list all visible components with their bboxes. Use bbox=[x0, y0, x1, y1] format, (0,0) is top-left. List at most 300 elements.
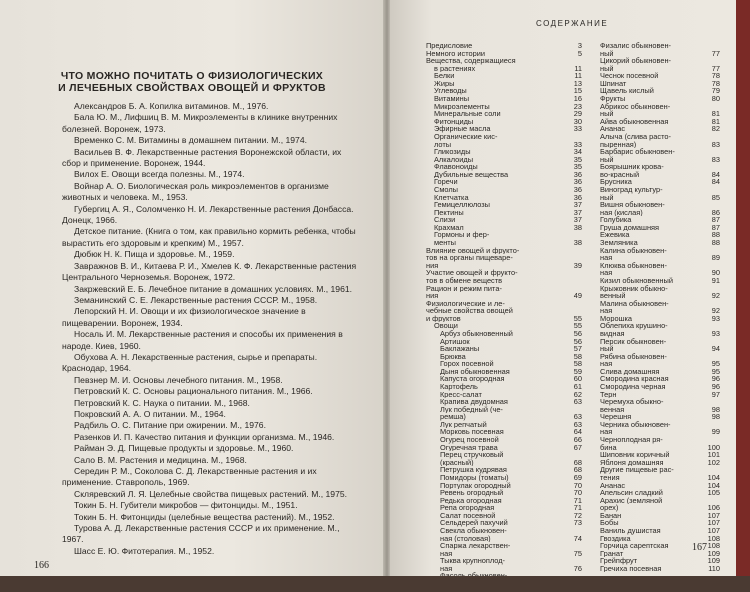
toc-entry bbox=[600, 519, 720, 527]
toc-entry-title: Банан bbox=[600, 511, 622, 520]
toc-entry-title: Физиологические и ле- bbox=[426, 299, 505, 308]
toc-entry-title: Баклажаны bbox=[440, 345, 480, 353]
reference-item: Губергиц А. Я., Соломченко Н. И. Лекарственные растения Донбасса. Донецк, 1966. bbox=[62, 203, 354, 226]
toc-entry-page bbox=[564, 277, 582, 285]
toc-entry-title: Апельсин сладкий bbox=[600, 489, 663, 497]
toc-entry-page: 64 bbox=[573, 427, 582, 437]
toc-entry bbox=[426, 50, 582, 58]
reference-item: Разенков И. П. Качество питания и функции организма. М., 1946. bbox=[74, 431, 335, 442]
toc-entry bbox=[600, 360, 720, 368]
toc-entry bbox=[600, 322, 720, 330]
toc-entry bbox=[426, 141, 582, 149]
toc-entry bbox=[426, 315, 582, 323]
toc-entry-page: 63 bbox=[573, 419, 582, 429]
bibliography-title-line-2: И ЛЕЧЕБНЫХ СВОЙСТВАХ ОВОЩЕЙ И ФРУКТОВ bbox=[58, 82, 326, 94]
toc-entry bbox=[426, 95, 582, 103]
toc-entry-title: ная bbox=[600, 269, 613, 277]
toc-entry bbox=[426, 542, 582, 550]
toc-entry bbox=[600, 254, 720, 262]
toc-entry-page: 93 bbox=[711, 328, 720, 338]
toc-entry-title: ный bbox=[600, 155, 614, 164]
toc-entry bbox=[426, 110, 582, 118]
toc-entry bbox=[600, 231, 720, 239]
reference-item: Носаль И. М. Лекарственные растения и способы их применения в народе. Киев, 1960. bbox=[62, 329, 343, 351]
toc-entry bbox=[426, 322, 582, 330]
toc-entry bbox=[600, 178, 720, 186]
toc-entry-title: Арбуз обыкновенный bbox=[440, 329, 513, 338]
toc-entry-page: 76 bbox=[573, 563, 582, 573]
toc-entry bbox=[426, 254, 582, 262]
toc-entry-page: 71 bbox=[573, 495, 582, 505]
toc-entry-title: Арахис (земляной bbox=[600, 496, 663, 505]
toc-entry-title: Сельдерей пахучий bbox=[440, 519, 508, 527]
toc-entry-title: Флавоноиды bbox=[434, 163, 478, 171]
toc-entry bbox=[600, 141, 720, 149]
contents-header: СОДЕРЖАНИЕ bbox=[536, 19, 609, 28]
toc-entry-page: 83 bbox=[711, 139, 720, 149]
reference-item: Скляревский Л. Я. Целебные свойства пищевых растений. М., 1975. bbox=[74, 488, 348, 499]
toc-entry bbox=[426, 482, 582, 490]
toc-entry-page: 84 bbox=[711, 177, 720, 187]
toc-entry bbox=[426, 307, 582, 315]
toc-entry-title: Эфирные масла bbox=[434, 125, 491, 133]
toc-entry-title: Рацион и режим пита- bbox=[426, 284, 502, 293]
toc-entry-title: ная (столовая) bbox=[440, 534, 491, 543]
page-number-right: 167 bbox=[692, 542, 707, 553]
toc-entry bbox=[600, 285, 720, 293]
toc-entry-title: Калина обыкновен- bbox=[600, 246, 667, 255]
toc-entry bbox=[600, 87, 720, 95]
toc-entry bbox=[600, 42, 720, 50]
toc-entry bbox=[600, 444, 720, 452]
toc-entry bbox=[600, 345, 720, 353]
toc-entry-page: 37 bbox=[573, 200, 582, 210]
toc-entry-title: Петрушка кудрявая bbox=[440, 466, 507, 474]
toc-entry-title: Грейпфрут bbox=[600, 557, 638, 565]
toc-entry bbox=[426, 353, 582, 361]
toc-entry-title: Репа огородная bbox=[440, 504, 495, 512]
toc-entry bbox=[600, 209, 720, 217]
toc-entry-title: Картофель bbox=[440, 383, 478, 391]
toc-entry bbox=[600, 262, 720, 270]
toc-entry bbox=[426, 186, 582, 194]
toc-entry bbox=[426, 163, 582, 171]
toc-entry-title: во-красный bbox=[600, 170, 640, 179]
toc-entry-title: Горчица сарептская bbox=[600, 542, 669, 550]
toc-entry-title: пыренная) bbox=[600, 140, 637, 149]
toc-entry bbox=[600, 451, 720, 459]
toc-entry-title: Огурец посевной bbox=[440, 436, 499, 444]
toc-entry-title: тения bbox=[600, 473, 620, 482]
toc-entry bbox=[426, 239, 582, 247]
toc-entry bbox=[426, 300, 582, 308]
toc-entry-title: венный bbox=[600, 292, 626, 300]
toc-entry-title: и фруктов bbox=[426, 314, 461, 323]
toc-entry bbox=[600, 489, 720, 497]
toc-entry-title: Горох посевной bbox=[440, 360, 494, 368]
toc-entry-title: Гемицеллюлозы bbox=[434, 201, 490, 209]
toc-entry bbox=[600, 194, 720, 202]
toc-entry bbox=[426, 550, 582, 558]
toc-entry-page: 91 bbox=[711, 275, 720, 285]
toc-entry bbox=[600, 565, 720, 573]
toc-entry bbox=[426, 125, 582, 133]
toc-entry-page: 80 bbox=[711, 94, 720, 104]
toc-entry bbox=[426, 428, 582, 436]
toc-entry-title: Углеводы bbox=[434, 87, 467, 96]
toc-entry-title: Немного истории bbox=[426, 49, 486, 58]
toc-entry-title: ная bbox=[440, 549, 453, 558]
toc-entry-page: 108 bbox=[707, 541, 720, 551]
toc-entry-title: Лук победный (че- bbox=[440, 405, 503, 414]
reference-item: Токин Б. Н. Губители микробов — фитонциды. М., 1951. bbox=[74, 500, 298, 511]
toc-entry-title: Органические кис- bbox=[434, 132, 498, 141]
toc-entry-page: 81 bbox=[711, 116, 720, 126]
reference-item: Войнар А. О. Биологическая роль микроэлементов в организме животных и человека. М., 1953. bbox=[62, 180, 329, 203]
toc-entry-title: Ревень огородный bbox=[440, 489, 504, 497]
toc-entry-page: 88 bbox=[711, 238, 720, 248]
toc-entry bbox=[600, 307, 720, 315]
toc-entry bbox=[426, 368, 582, 376]
toc-entry-title: тов на органы пищеваре- bbox=[426, 254, 513, 262]
toc-entry-page: 57 bbox=[573, 344, 582, 354]
toc-entry-page: 55 bbox=[573, 321, 582, 331]
toc-entry-page: 97 bbox=[711, 389, 720, 399]
toc-entry-title: Дыня обыкновенная bbox=[440, 367, 510, 376]
toc-entry-title: Шиповник коричный bbox=[600, 451, 670, 459]
toc-entry bbox=[600, 466, 720, 474]
toc-entry bbox=[426, 413, 582, 421]
toc-entry bbox=[426, 338, 582, 346]
toc-entry-page: 74 bbox=[573, 533, 582, 543]
toc-entry-title: Гранат bbox=[600, 549, 624, 558]
toc-entry bbox=[426, 391, 582, 399]
table-shadow bbox=[0, 576, 750, 592]
toc-entry-title: Артишок bbox=[440, 337, 470, 346]
toc-entry bbox=[426, 444, 582, 452]
toc-entry-title: Витамины bbox=[434, 95, 470, 103]
toc-entry-page: 39 bbox=[573, 260, 582, 270]
toc-entry-page: 92 bbox=[711, 291, 720, 301]
toc-entry-title: Морковь посевная bbox=[440, 428, 504, 437]
bibliography-title-line-1: ЧТО МОЖНО ПОЧИТАТЬ О ФИЗИОЛОГИЧЕСКИХ bbox=[60, 70, 324, 82]
toc-entry bbox=[426, 497, 582, 505]
toc-entry-title: ный bbox=[600, 64, 614, 73]
toc-entry-page: 101 bbox=[707, 450, 720, 460]
toc-entry-page: 98 bbox=[711, 404, 720, 414]
toc-entry bbox=[426, 171, 582, 179]
toc-entry-title: Голубика bbox=[600, 216, 632, 224]
toc-entry-page: 36 bbox=[573, 169, 582, 179]
toc-entry bbox=[426, 421, 582, 429]
toc-entry-title: ремша) bbox=[440, 413, 466, 421]
toc-entry-page: 5 bbox=[577, 48, 582, 58]
toc-entry bbox=[600, 125, 720, 133]
toc-entry-title: Влияние овощей и фрукто- bbox=[426, 246, 520, 255]
toc-entry-page: 34 bbox=[573, 147, 582, 157]
toc-entry bbox=[426, 194, 582, 202]
toc-entry-page: 95 bbox=[711, 359, 720, 369]
toc-entry bbox=[600, 163, 720, 171]
toc-entry bbox=[600, 436, 720, 444]
toc-entry-page: 63 bbox=[573, 397, 582, 407]
toc-entry-page: 70 bbox=[573, 480, 582, 490]
toc-entry bbox=[426, 156, 582, 164]
page-number-left: 166 bbox=[34, 560, 49, 571]
toc-entry bbox=[600, 338, 720, 346]
toc-entry-page: 11 bbox=[574, 63, 582, 73]
toc-entry-page: 13 bbox=[573, 78, 582, 88]
toc-entry-title: Боярышник крова- bbox=[600, 163, 664, 171]
toc-entry bbox=[600, 292, 720, 300]
toc-entry-title: Кизил обыкновенный bbox=[600, 276, 673, 285]
toc-entry bbox=[600, 383, 720, 391]
toc-entry-title: Спаржа лекарствен- bbox=[440, 542, 511, 550]
toc-entry bbox=[426, 360, 582, 368]
toc-entry-page: 3 bbox=[577, 41, 582, 50]
toc-entry-title: ный bbox=[600, 345, 614, 353]
toc-entry-title: Белки bbox=[434, 72, 455, 80]
toc-entry-page: 89 bbox=[711, 253, 720, 263]
toc-entry-page: 37 bbox=[573, 215, 582, 225]
toc-entry-page: 68 bbox=[573, 465, 582, 475]
toc-entry bbox=[600, 239, 720, 247]
toc-entry-title: венная bbox=[600, 405, 625, 414]
toc-entry-title: ный bbox=[600, 49, 614, 58]
toc-entry bbox=[426, 87, 582, 95]
toc-entry-page: 104 bbox=[707, 480, 720, 490]
reference-item: Покровский А. А. О питании. М., 1964. bbox=[74, 408, 226, 419]
reference-list bbox=[62, 101, 362, 557]
toc-column-2 bbox=[600, 42, 720, 572]
toc-entry-title: Щавель кислый bbox=[600, 87, 654, 96]
toc-entry bbox=[426, 330, 582, 338]
toc-entry bbox=[426, 406, 582, 414]
reference-item: Шасс Е. Ю. Фитотерапия. М., 1952. bbox=[74, 545, 215, 556]
toc-entry-title: (красный) bbox=[440, 458, 474, 467]
toc-entry-page: 104 bbox=[707, 472, 720, 482]
toc-entry-title: Фитонциды bbox=[434, 117, 474, 126]
toc-entry-page: 87 bbox=[711, 215, 720, 225]
reference-item: Земанинский С. Е. Лекарственные растения СССР. М., 1958. bbox=[74, 294, 318, 305]
toc-entry-title: Слизи bbox=[434, 216, 456, 224]
toc-entry-title: Шпинат bbox=[600, 79, 627, 88]
toc-entry bbox=[426, 133, 582, 141]
reference-item: Токин Б. Н. Фитонциды (целебные вещества растений). М., 1952. bbox=[74, 511, 335, 522]
toc-entry-page: 106 bbox=[707, 503, 720, 513]
toc-entry bbox=[600, 421, 720, 429]
toc-entry bbox=[600, 413, 720, 421]
toc-entry-page: 36 bbox=[573, 184, 582, 194]
toc-entry bbox=[600, 133, 720, 141]
toc-entry-title: Редька огородная bbox=[440, 496, 502, 505]
toc-entry-page: 69 bbox=[573, 472, 582, 482]
reference-item: Турова А. Д. Лекарственные растения СССР и их применение. М., 1967. bbox=[62, 523, 340, 545]
toc-entry-page: 49 bbox=[573, 291, 582, 301]
toc-entry bbox=[426, 269, 582, 277]
toc-entry-title: Ананас bbox=[600, 125, 626, 133]
toc-entry-title: тов в обмене веществ bbox=[426, 276, 503, 285]
toc-entry-page: 94 bbox=[711, 344, 720, 354]
toc-entry bbox=[426, 383, 582, 391]
toc-entry bbox=[426, 504, 582, 512]
toc-entry-page: 85 bbox=[711, 192, 720, 202]
toc-entry bbox=[426, 209, 582, 217]
toc-entry bbox=[600, 156, 720, 164]
toc-entry-page: 73 bbox=[573, 518, 582, 528]
toc-entry-title: Другие пищевые рас- bbox=[600, 466, 674, 474]
toc-entry-title: Гормоны и фер- bbox=[434, 231, 490, 240]
toc-entry-title: Брусника bbox=[600, 178, 632, 186]
toc-entry bbox=[600, 118, 720, 126]
toc-entry bbox=[600, 148, 720, 156]
toc-entry-page: 59 bbox=[573, 366, 582, 376]
toc-entry bbox=[426, 512, 582, 520]
toc-entry-page: 102 bbox=[707, 457, 720, 467]
toc-entry-title: Предисловие bbox=[426, 42, 473, 50]
toc-entry bbox=[426, 103, 582, 111]
toc-entry-page: 38 bbox=[573, 222, 582, 232]
toc-entry bbox=[426, 459, 582, 467]
toc-entry-page: 36 bbox=[573, 177, 582, 187]
toc-entry-title: чебные свойства овощей bbox=[426, 307, 513, 315]
toc-entry-title: Физалис обыкновен- bbox=[600, 42, 672, 50]
toc-entry-title: ная bbox=[600, 254, 613, 262]
toc-entry-page: 110 bbox=[708, 563, 720, 573]
toc-entry bbox=[426, 65, 582, 73]
toc-entry-title: Свекла обыкновен- bbox=[440, 527, 507, 535]
toc-entry-title: Овощи bbox=[434, 322, 458, 330]
reference-item: Закржевский Е. Б. Лечебное питание в домашних условиях. М., 1961. bbox=[74, 283, 353, 294]
toc-entry bbox=[426, 285, 582, 293]
toc-entry-page: 77 bbox=[711, 63, 720, 73]
reference-item: Васильев В. Ф. Лекарственные растения Воронежской области, их сбор и применение. Воронеж, 1944. bbox=[62, 146, 342, 169]
toc-entry-title: Помидоры (томаты) bbox=[440, 473, 509, 482]
toc-entry-page: 78 bbox=[711, 78, 720, 88]
toc-entry-title: Айва обыкновенная bbox=[600, 117, 669, 126]
toc-entry bbox=[426, 398, 582, 406]
toc-entry bbox=[600, 398, 720, 406]
toc-entry-page: 78 bbox=[711, 71, 720, 81]
toc-entry-page: 105 bbox=[707, 488, 720, 498]
toc-entry-page: 100 bbox=[707, 442, 720, 452]
toc-entry-title: ный bbox=[600, 110, 614, 118]
toc-entry-page: 15 bbox=[573, 86, 582, 96]
toc-entry-page: 35 bbox=[573, 162, 582, 172]
toc-entry-title: Огуречная трава bbox=[440, 443, 498, 452]
toc-entry-title: Абрикос обыкновен- bbox=[600, 102, 671, 111]
toc-entry-title: Бобы bbox=[600, 519, 619, 527]
toc-entry bbox=[426, 519, 582, 527]
toc-entry-title: Минеральные соли bbox=[434, 110, 501, 118]
toc-entry-page: 109 bbox=[707, 556, 720, 566]
toc-entry bbox=[426, 80, 582, 88]
toc-entry bbox=[426, 277, 582, 285]
reference-item: Бала Ю. М., Лифшиц В. М. Микроэлементы в клинике внутренних болезней. Воронеж, 1973. bbox=[62, 112, 338, 134]
toc-entry-title: Крахмал bbox=[434, 223, 464, 232]
toc-column-1 bbox=[426, 42, 582, 588]
toc-entry bbox=[600, 330, 720, 338]
toc-entry bbox=[600, 72, 720, 80]
toc-entry-title: Тыква крупноплод- bbox=[440, 557, 506, 565]
toc-entry-title: Кресс-салат bbox=[440, 390, 482, 399]
toc-entry bbox=[426, 436, 582, 444]
toc-entry bbox=[600, 269, 720, 277]
toc-entry bbox=[600, 406, 720, 414]
toc-entry-page: 61 bbox=[573, 382, 582, 392]
toc-entry-page: 109 bbox=[707, 548, 720, 558]
toc-entry-title: менты bbox=[434, 239, 456, 247]
toc-entry bbox=[600, 474, 720, 482]
toc-entry-title: Клетчатка bbox=[434, 193, 469, 202]
reference-item: Середин Р. М., Соколова С. Д. Лекарственные растения и их применение. Ставрополь, 1969. bbox=[62, 466, 317, 488]
toc-entry-title: Чеснок посевной bbox=[600, 72, 659, 80]
toc-entry-page: 58 bbox=[573, 351, 582, 361]
toc-entry-title: Виноград культур- bbox=[600, 185, 663, 194]
reference-item: Петровский К. С. Наука о питании. М., 1968. bbox=[74, 397, 250, 408]
toc-entry-page: 83 bbox=[711, 154, 720, 164]
toc-entry bbox=[426, 527, 582, 535]
toc-entry-title: Дубильные вещества bbox=[434, 170, 509, 179]
toc-entry-title: ния bbox=[426, 261, 439, 270]
toc-entry bbox=[426, 466, 582, 474]
reference-item: Радбиль О. С. Питание при ожирении. М., 1976. bbox=[74, 420, 266, 431]
toc-entry bbox=[600, 504, 720, 512]
reference-item: Петровский К. С. Основы рационального питания. М., 1966. bbox=[74, 386, 313, 397]
toc-entry-title: Черника обыкновен- bbox=[600, 420, 671, 429]
toc-entry-title: Морошка bbox=[600, 314, 633, 323]
toc-entry-page: 107 bbox=[707, 510, 720, 520]
reference-item: Завражнов В. И., Китаева Р. И., Хмелев К. Ф. Лекарственные растения Центрального Черноземья. Воронеж, 1972. bbox=[62, 260, 357, 283]
toc-entry bbox=[426, 474, 582, 482]
toc-entry-title: Перец стручковый bbox=[440, 451, 504, 459]
toc-entry bbox=[600, 95, 720, 103]
reference-item: Сало В. М. Растения и медицина. М., 1968. bbox=[74, 454, 247, 465]
toc-entry-title: Груша домашняя bbox=[600, 223, 660, 232]
toc-entry-page: 38 bbox=[573, 238, 582, 248]
toc-entry-title: Крыжовник обыкно- bbox=[600, 284, 668, 293]
reference-item: Райман Э. Д. Пищевые продукты и здоровье. М., 1960. bbox=[74, 443, 294, 454]
reference-item: Певзнер М. И. Основы лечебного питания. М., 1958. bbox=[74, 374, 283, 385]
toc-entry-page: 71 bbox=[573, 503, 582, 513]
toc-entry-page: 16 bbox=[573, 94, 582, 104]
reference-item: Временко С. М. Витамины в домашнем питании. М., 1974. bbox=[74, 135, 308, 146]
toc-entry-page: 107 bbox=[707, 526, 720, 535]
toc-entry bbox=[600, 247, 720, 255]
toc-entry bbox=[426, 565, 582, 573]
toc-entry bbox=[600, 353, 720, 361]
toc-entry-page: 56 bbox=[573, 328, 582, 338]
toc-entry bbox=[600, 65, 720, 73]
toc-entry-page: 90 bbox=[711, 268, 720, 278]
toc-entry-page: 98 bbox=[711, 412, 720, 422]
toc-entry-title: Слива домашняя bbox=[600, 367, 660, 376]
toc-entry bbox=[600, 201, 720, 209]
toc-entry-page: 66 bbox=[573, 435, 582, 445]
toc-entry-page: 23 bbox=[573, 101, 582, 111]
toc-entry-title: Капуста огородная bbox=[440, 375, 505, 384]
right-page bbox=[390, 0, 736, 592]
toc-entry-title: Земляника bbox=[600, 239, 638, 247]
reference-item: Обухова А. Н. Лекарственные растения, сырье и препараты. Краснодар, 1964. bbox=[62, 351, 318, 374]
toc-entry-title: Черешня bbox=[600, 413, 632, 421]
toc-entry-page: 36 bbox=[573, 192, 582, 202]
toc-entry-title: ная bbox=[600, 360, 613, 368]
toc-entry-title: Лук репчатый bbox=[440, 420, 487, 429]
toc-entry-title: Гликозиды bbox=[434, 148, 471, 156]
toc-entry bbox=[600, 224, 720, 232]
toc-entry-title: Фрукты bbox=[600, 95, 626, 103]
